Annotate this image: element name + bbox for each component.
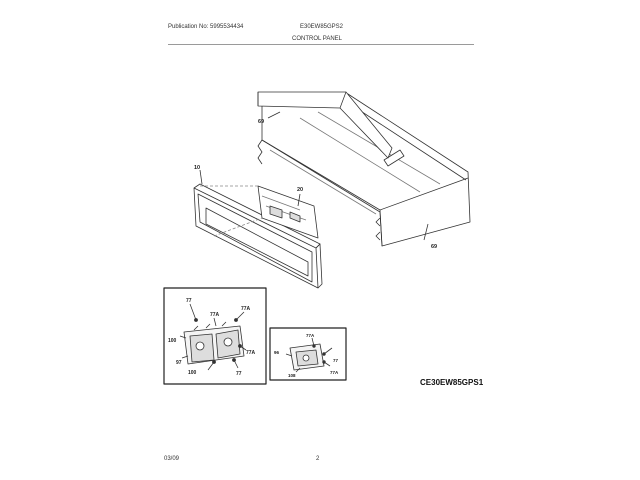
callout-77A-e: 77A: [330, 370, 339, 375]
callout-69-top: 69: [258, 119, 265, 125]
callout-77-a: 77: [186, 298, 192, 304]
callout-100-b: 100: [188, 370, 197, 376]
section-title: CONTROL PANEL: [292, 36, 343, 42]
callout-69-side: 69: [431, 244, 438, 250]
callout-96: 96: [274, 350, 280, 355]
callout-97: 97: [176, 360, 182, 366]
relay-board-part: [290, 344, 324, 370]
callout-10: 10: [194, 165, 201, 171]
callout-108: 108: [288, 373, 296, 378]
callout-77A-b: 77A: [241, 306, 251, 312]
footer-date: 03/09: [164, 456, 180, 462]
control-panel-front-part: [194, 184, 322, 288]
callout-77-b: 77: [236, 371, 242, 377]
callout-77-c: 77: [333, 358, 339, 363]
callout-77A-a: 77A: [210, 312, 220, 318]
model-number: E30EW85GPS2: [300, 24, 344, 30]
callout-77A-c: 77A: [246, 350, 256, 356]
callout-100-a: 100: [168, 338, 177, 344]
footer-page-number: 2: [316, 456, 320, 462]
publication-number: Publication No: 5995534434: [168, 24, 244, 30]
diagram-caption: CE30EW85GPS1: [420, 378, 484, 387]
callout-20: 20: [297, 187, 304, 193]
callout-77A-d: 77A: [306, 333, 315, 338]
